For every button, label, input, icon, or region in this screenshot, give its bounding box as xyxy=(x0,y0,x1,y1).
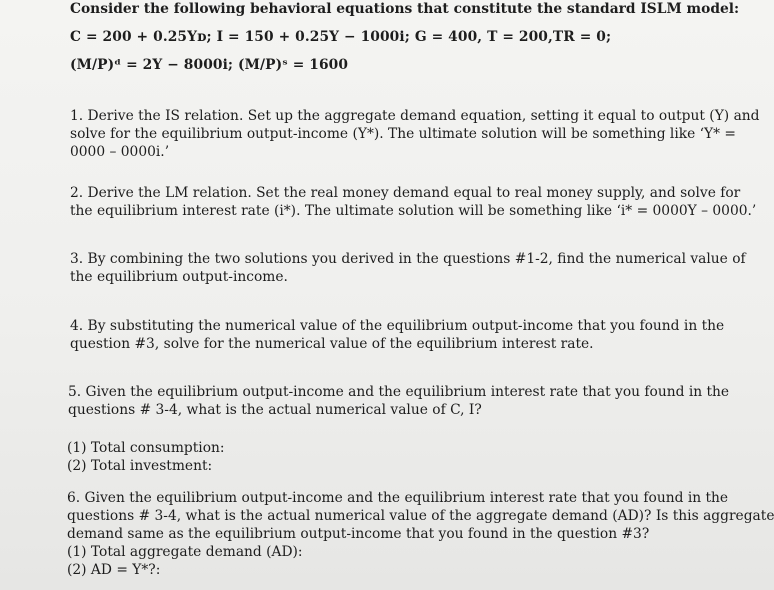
question-line: 5. Given the equilibrium output-income and the equilibrium interest rate that you found in the xyxy=(68,384,730,400)
answer-total-aggregate-demand: (1) Total aggregate demand (AD): xyxy=(67,544,303,560)
question-line: solve for the equilibrium output-income (Y*). The ultimate solution will be something like ‘Y* = xyxy=(70,126,736,142)
answer-total-investment: (2) Total investment: xyxy=(67,458,213,474)
question-line: questions # 3-4, what is the actual numerical value of C, I? xyxy=(68,402,482,418)
equation-line-1: C = 200 + 0.25Yᴅ; I = 150 + 0.25Y − 1000i; G = 400, T = 200,TR = 0; xyxy=(70,29,612,45)
question-line: the equilibrium interest rate (i*). The ultimate solution will be something like ‘i* = 0000Y – 0000.’ xyxy=(70,203,757,219)
question-line: 1. Derive the IS relation. Set up the aggregate demand equation, setting it equal to output (Y) and xyxy=(70,108,760,124)
question-line: questions # 3-4, what is the actual numerical value of the aggregate demand (AD)? Is this aggregate xyxy=(67,508,774,524)
question-line: 6. Given the equilibrium output-income and the equilibrium interest rate that you found in the xyxy=(67,490,729,506)
question-line: question #3, solve for the numerical value of the equilibrium interest rate. xyxy=(70,336,594,352)
question-line: the equilibrium output-income. xyxy=(70,269,288,285)
question-line: 0000 – 0000i.’ xyxy=(70,144,170,160)
question-line: demand same as the equilibrium output-income that you found in the question #3? xyxy=(67,526,650,542)
equation-line-2: (M/P)ᵈ = 2Y − 8000i; (M/P)ˢ = 1600 xyxy=(70,57,349,73)
answer-ad-equals-y: (2) AD = Y*?: xyxy=(67,562,161,578)
answer-total-consumption: (1) Total consumption: xyxy=(67,440,225,456)
question-line: 2. Derive the LM relation. Set the real money demand equal to real money supply, and solve for xyxy=(70,185,741,201)
header: Consider the following behavioral equations that constitute the standard ISLM model: xyxy=(70,1,740,17)
question-line: 4. By substituting the numerical value of the equilibrium output-income that you found in the xyxy=(70,318,725,334)
question-line: 3. By combining the two solutions you derived in the questions #1-2, find the numerical value of xyxy=(70,251,746,267)
